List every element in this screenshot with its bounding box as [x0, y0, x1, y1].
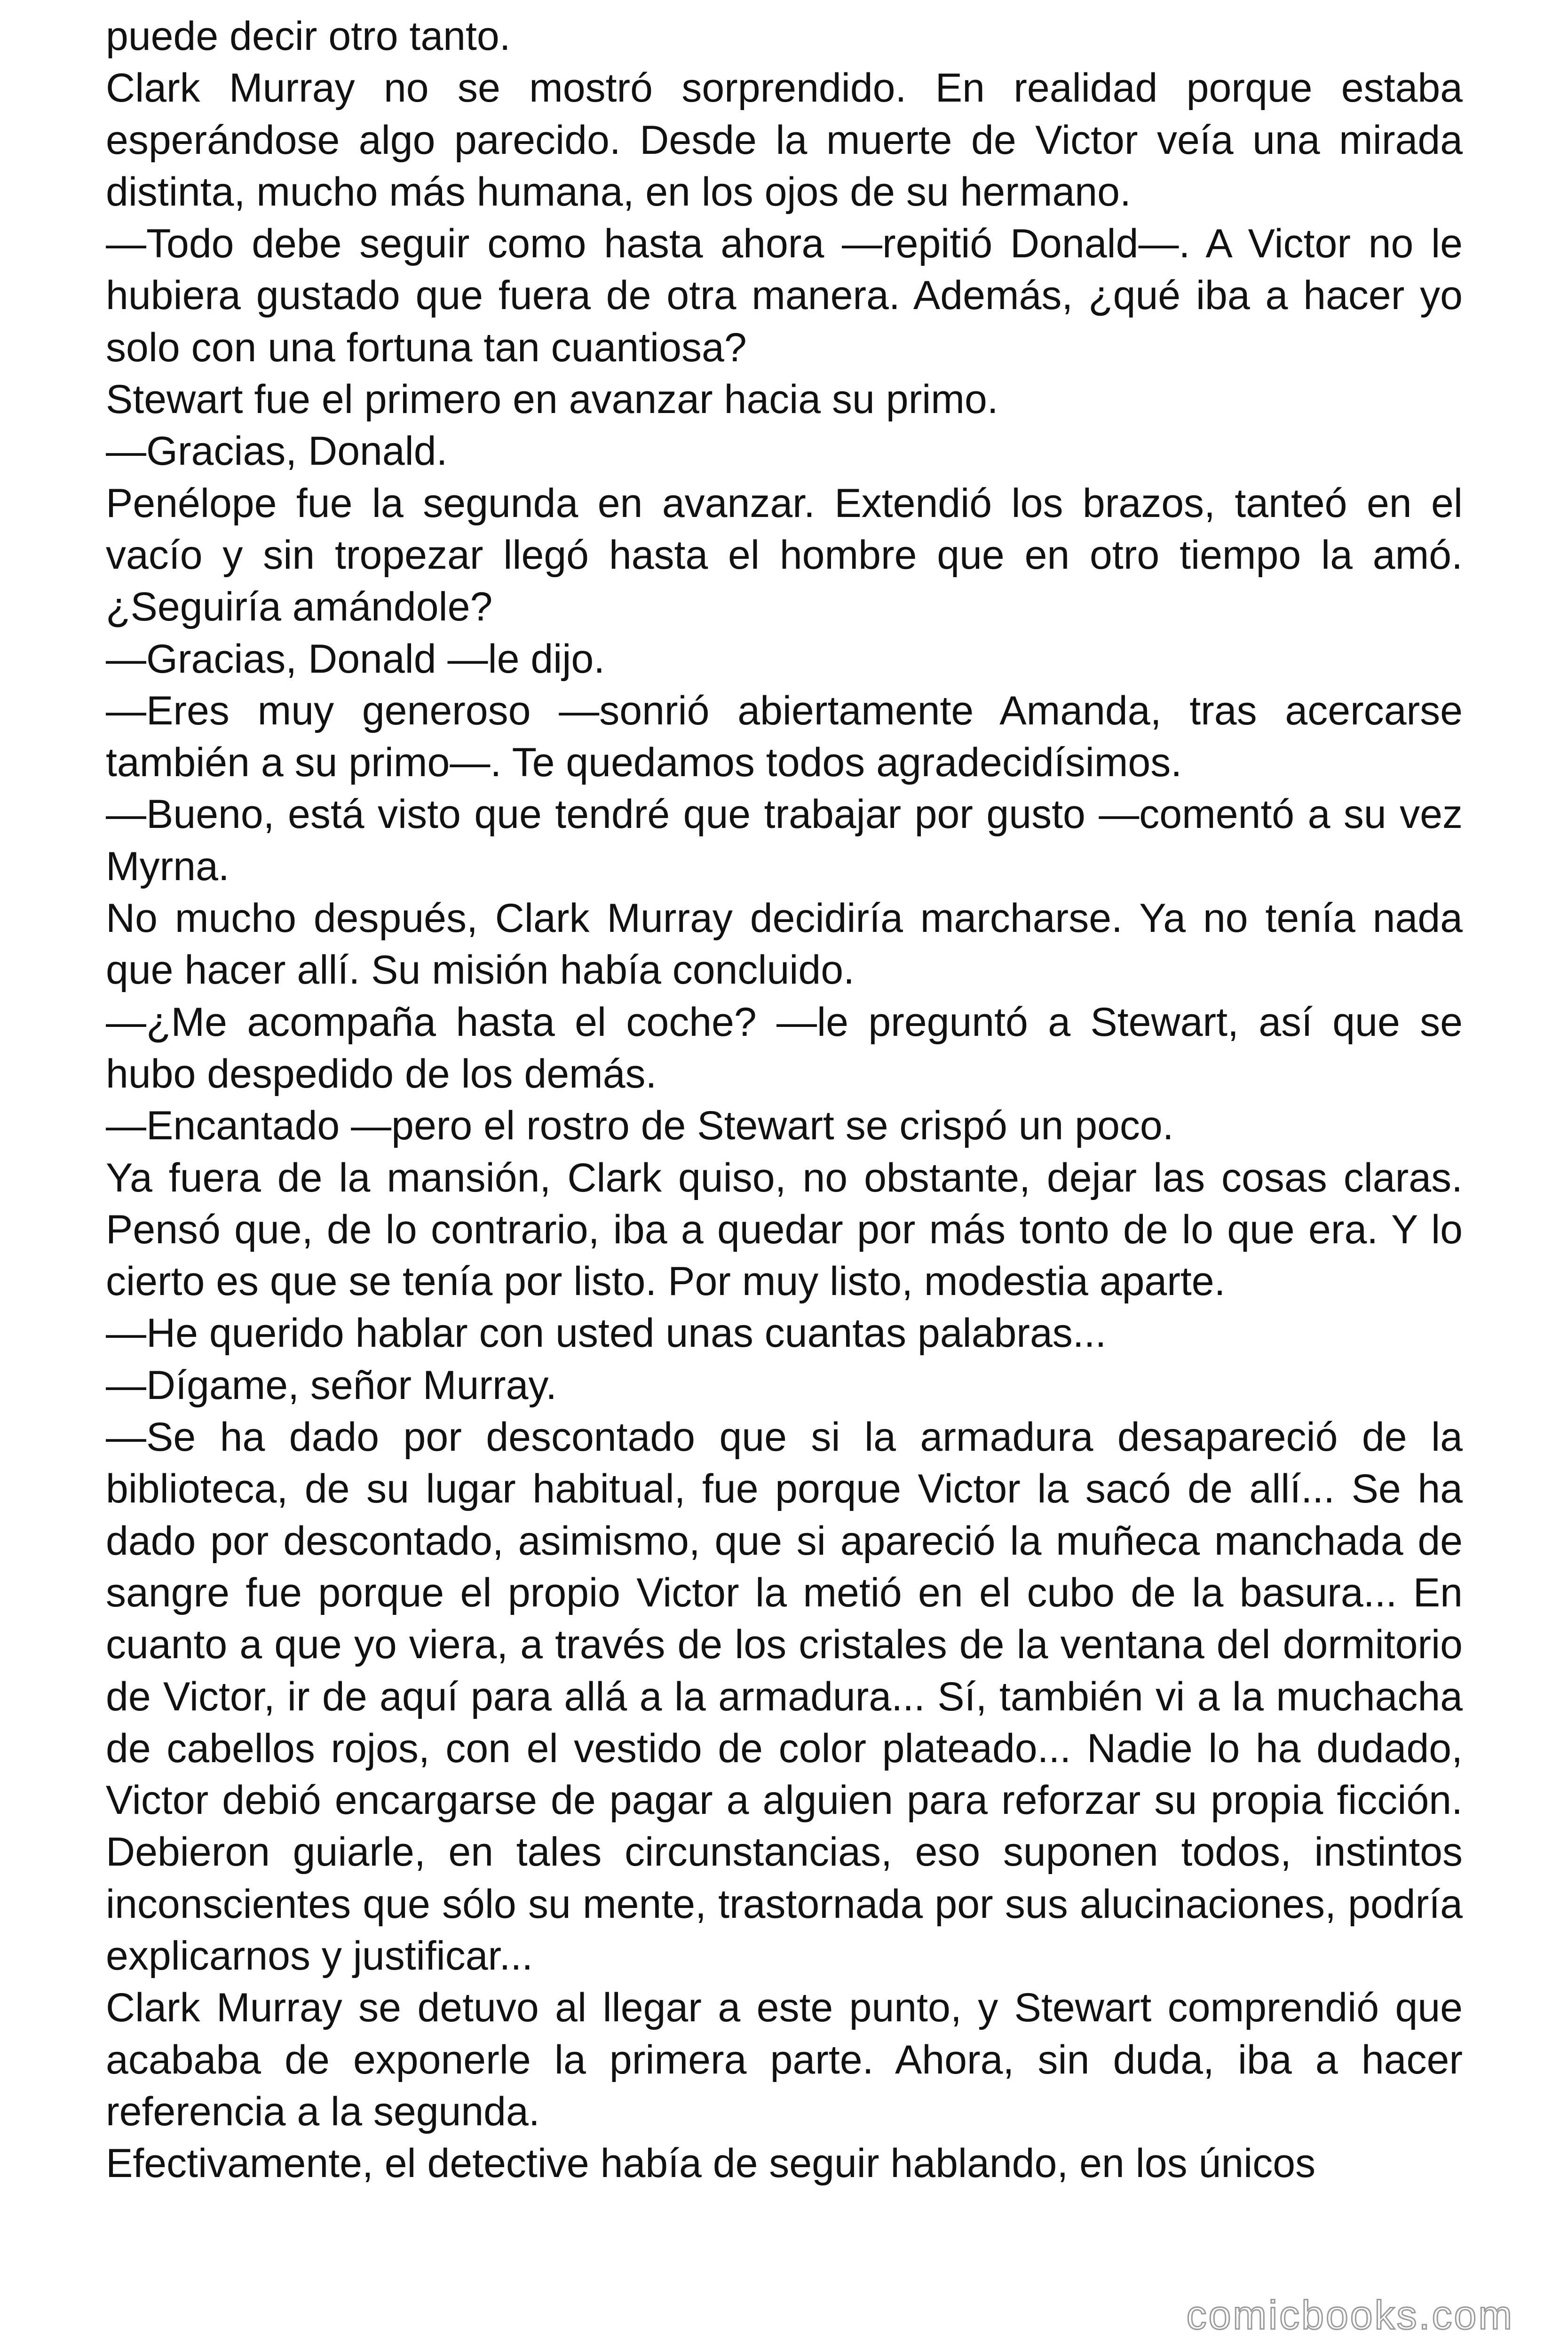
- paragraph: Efectivamente, el detective había de seguir hablando, en los únicos: [106, 2141, 1316, 2186]
- watermark: comicbooks.com: [1186, 2293, 1514, 2338]
- paragraph: —Eres muy generoso —sonrió abiertamente Amanda, tras acercarse también a su primo—. Te quedamos todos agradecidísimos.: [106, 688, 1463, 786]
- paragraph: —Bueno, está visto que tendré que trabajar por gusto —comentó a su vez Myrna.: [106, 792, 1463, 889]
- paragraph: —Gracias, Donald —le dijo.: [106, 636, 605, 682]
- paragraph: —¿Me acompaña hasta el coche? —le preguntó a Stewart, así que se hubo despedido de los demás.: [106, 999, 1463, 1097]
- paragraph: puede decir otro tanto.: [106, 14, 511, 59]
- paragraph: —Todo debe seguir como hasta ahora —repitió Donald—. A Victor no le hubiera gustado que fuera de otra manera. Además, ¿qué iba a hacer yo solo con una fortuna tan cuantiosa?: [106, 221, 1463, 370]
- paragraph: Stewart fue el primero en avanzar hacia su primo.: [106, 377, 998, 422]
- paragraph: Clark Murray se detuvo al llegar a este punto, y Stewart comprendió que acababa de exponerle la primera parte. Ahora, sin duda, iba a hacer referencia a la segunda.: [106, 1985, 1463, 2134]
- paragraph: No mucho después, Clark Murray decidiría marcharse. Ya no tenía nada que hacer allí. Su misión había concluido.: [106, 896, 1463, 993]
- paragraph: —Encantado —pero el rostro de Stewart se crispó un poco.: [106, 1103, 1174, 1149]
- paragraph: —Gracias, Donald.: [106, 429, 448, 474]
- paragraph: —Se ha dado por descontado que si la armadura desapareció de la biblioteca, de su lugar habitual, fue porque Victor la sacó de allí... Se ha dado por descontado, asimismo, que si apareció la muñeca manchada de sangre fue porque el propio Victor la metió en el cubo de la basura... En cuanto a que yo viera, a través de los cristales de la ventana del dormitorio de Victor, ir de aquí para allá a la armadura... Sí, también vi a la muchacha de cabellos rojos, con el vestido de color plateado... Nadie lo ha dudado, Victor debió encargarse de pagar a alguien para reforzar su propia ficción. Debieron guiarle, en tales circunstancias, eso suponen todos, instintos inconscientes que sólo su mente, trastornada por sus alucinaciones, podría explicarnos y justificar...: [106, 1414, 1463, 1979]
- paragraph: —He querido hablar con usted unas cuantas palabras...: [106, 1311, 1107, 1356]
- paragraph: Clark Murray no se mostró sorprendido. En realidad porque estaba esperándose algo parecido. Desde la muerte de Victor veía una mirada distinta, mucho más humana, en los ojos de su hermano.: [106, 65, 1463, 215]
- paragraph: Ya fuera de la mansión, Clark quiso, no obstante, dejar las cosas claras. Pensó que, de lo contrario, iba a quedar por más tonto de lo que era. Y lo cierto es que se tenía por listo. Por muy listo, modestia aparte.: [106, 1155, 1463, 1304]
- body-text: [106, 10, 1463, 2189]
- paragraph: —Dígame, señor Murray.: [106, 1362, 557, 1408]
- paragraph: Penélope fue la segunda en avanzar. Extendió los brazos, tanteó en el vacío y sin tropezar llegó hasta el hombre que en otro tiempo la amó. ¿Seguiría amándole?: [106, 480, 1463, 630]
